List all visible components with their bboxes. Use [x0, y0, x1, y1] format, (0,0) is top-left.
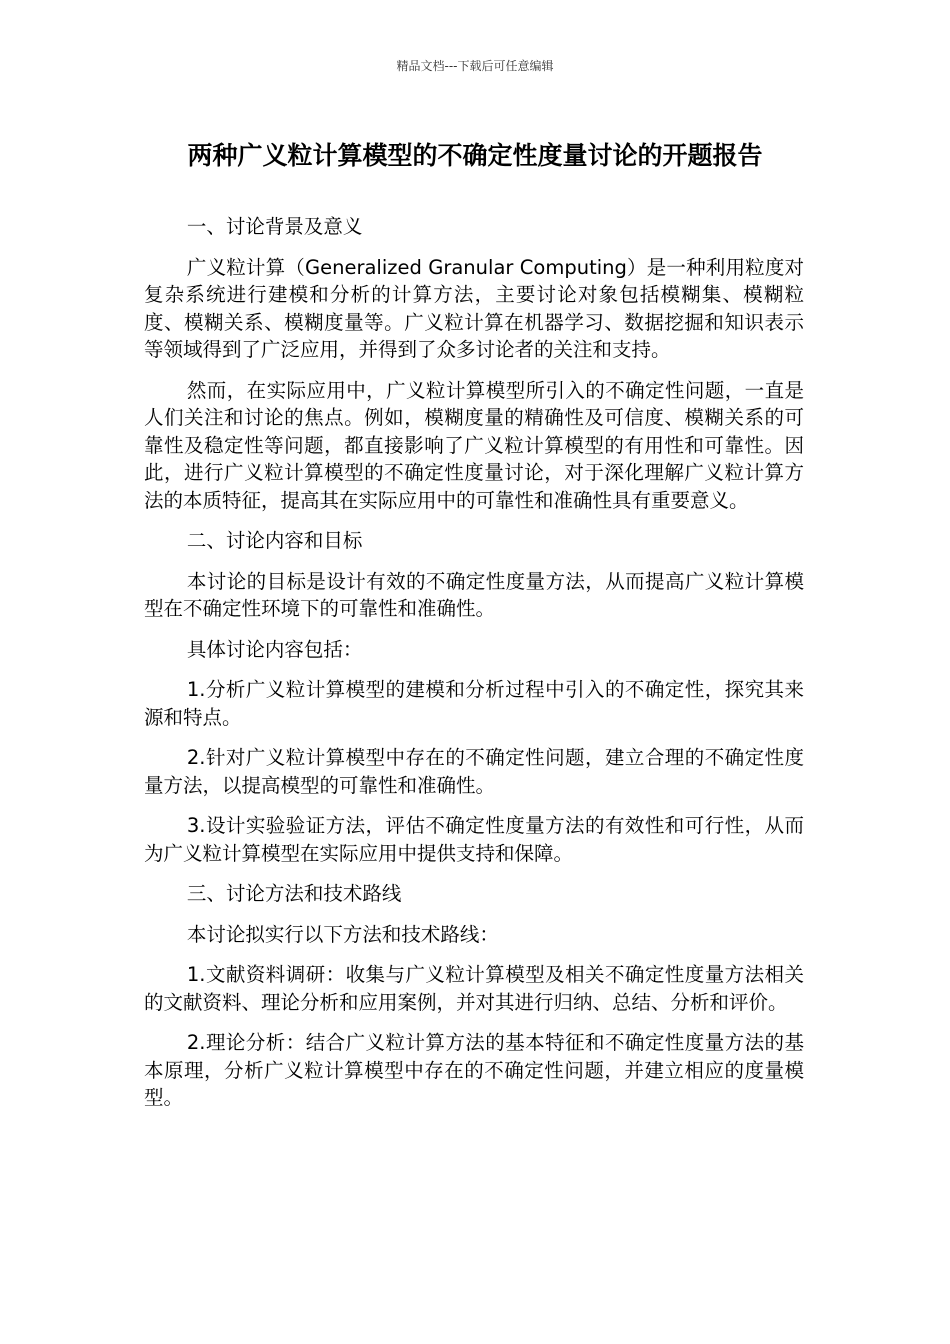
page-header-note: 精品文档---下载后可任意编辑 [396, 59, 554, 73]
document-body [144, 213, 804, 1125]
paragraph: 具体讨论内容包括： [186, 637, 363, 661]
section-heading-methods: 三、讨论方法和技术路线 [186, 882, 402, 905]
paragraph: 本讨论的目标是设计有效的不确定性度量方法，从而提高广义粒计算模型在不确定性环境下的可靠性和准确性。 [144, 569, 804, 620]
list-item: 3.设计实验验证方法，评估不确定性度量方法的有效性和可行性，从而为广义粒计算模型在实际应用中提供支持和保障。 [144, 814, 804, 865]
list-item: 1.文献资料调研：收集与广义粒计算模型及相关不确定性度量方法相关的文献资料、理论分析和应用案例，并对其进行归纳、总结、分析和评价。 [144, 963, 804, 1014]
list-item: 1.分析广义粒计算模型的建模和分析过程中引入的不确定性，探究其来源和特点。 [144, 678, 804, 729]
paragraph: 本讨论拟实行以下方法和技术路线： [186, 922, 499, 946]
paragraph: 广义粒计算（Generalized Granular Computing）是一种利用粒度对复杂系统进行建模和分析的计算方法，主要讨论对象包括模糊集、模糊粒度、模糊关系、模糊度量等。广义粒计算在机器学习、数据挖掘和知识表示等领域得到了广泛应用，并得到了众多讨论者的关注和支持。 [144, 255, 804, 361]
section-heading-background: 一、讨论背景及意义 [186, 215, 363, 238]
paragraph: 然而，在实际应用中，广义粒计算模型所引入的不确定性问题，一直是人们关注和讨论的焦点。例如，模糊度量的精确性及可信度、模糊关系的可靠性及稳定性等问题，都直接影响了广义粒计算模型的有用性和可靠性。因此，进行广义粒计算模型的不确定性度量讨论，对于深化理解广义粒计算方法的本质特征，提高其在实际应用中的可靠性和准确性具有重要意义。 [144, 378, 804, 512]
list-item: 2.理论分析：结合广义粒计算方法的基本特征和不确定性度量方法的基本原理，分析广义粒计算模型中存在的不确定性问题，并建立相应的度量模型。 [144, 1031, 804, 1109]
list-item: 2.针对广义粒计算模型中存在的不确定性问题，建立合理的不确定性度量方法，以提高模型的可靠性和准确性。 [144, 746, 804, 797]
section-heading-content-goals: 二、讨论内容和目标 [186, 529, 363, 552]
document-title: 两种广义粒计算模型的不确定性度量讨论的开题报告 [187, 141, 763, 170]
